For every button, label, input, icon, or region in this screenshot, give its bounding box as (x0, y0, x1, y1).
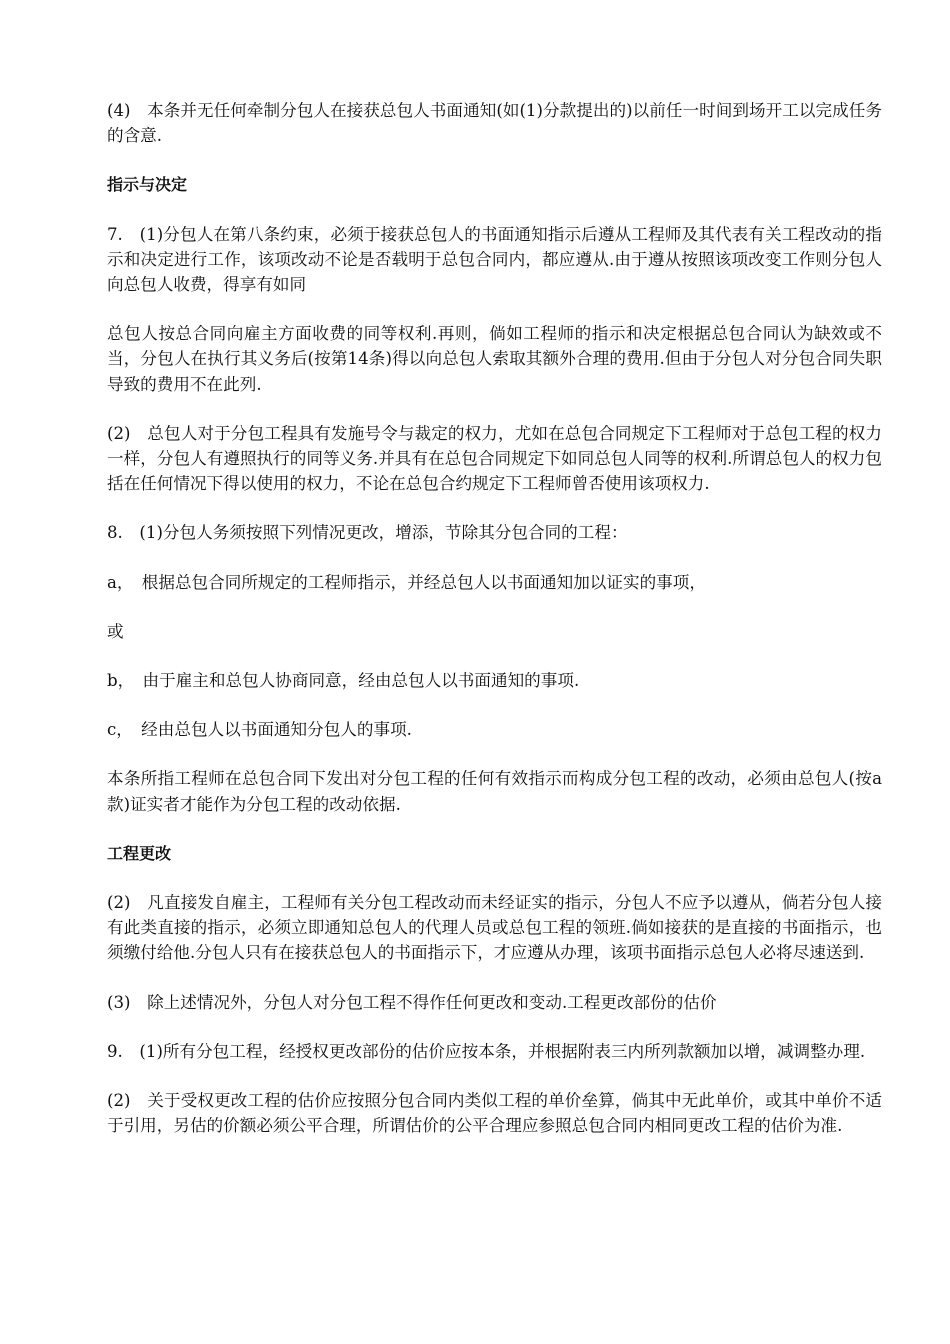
section-heading-changes: 工程更改 (107, 843, 172, 863)
list-item-c: c， 经由总包人以书面通知分包人的事项. (107, 720, 412, 740)
paragraph-clause-7-2: (2) 总包人对于分包工程具有发施号令与裁定的权力，尤如在总包合同规定下工程师对于总包工程的权力一样，分包人有遵照执行的同等义务.并具有在总包合同规定下如同总包人同等的权利.所谓总包人的权力包括在任何情况下得以使用的权力，不论在总包合约规定下工程师曾否使用该项权力. (107, 423, 882, 494)
list-item-b: b， 由于雇主和总包人协商同意，经由总包人以书面通知的事项. (107, 671, 580, 691)
paragraph-clause-8-1: 8. (1)分包人务须按照下列情况更改，增添，节除其分包合同的工程： (107, 523, 628, 543)
paragraph-clause-7-1-cont: 总包人按总合同向雇主方面收费的同等权利.再则，倘如工程师的指示和决定根据总包合同认为缺效或不当，分包人在执行其义务后(按第14条)得以向总包人索取其额外合理的费用.但由于分包人对分包合同失职导致的费用不在此列. (107, 324, 882, 394)
list-item-a: a， 根据总包合同所规定的工程师指示，并经总包人以书面通知加以证实的事项， (107, 572, 706, 592)
paragraph-clause-8-2: (2) 凡直接发自雇主，工程师有关分包工程改动而未经证实的指示，分包人不应予以遵从，倘若分包人接有此类直接的指示，必须立即通知总包人的代理人员或总包工程的领班.倘如接获的是直接的书面指示，也须缴付给他.分包人只有在接获总包人的书面指示下，才应遵从办理，该项书面指示总包人必将尽速送到. (107, 893, 882, 963)
paragraph-clause-6-4: (4) 本条并无任何牵制分包人在接获总包人书面通知(如(1)分款提出的)以前任一时间到场开工以完成任务的含意. (107, 101, 882, 146)
list-item-or: 或 (107, 621, 124, 641)
paragraph-clause-7-1: 7. (1)分包人在第八条约束，必须于接获总包人的书面通知指示后遵从工程师及其代表有关工程改动的指示和决定进行工作，该项改动不论是否载明于总包合同内，都应遵从.由于遵从按照该项改变工作则分包人向总包人收费，得享有如同 (107, 224, 882, 295)
paragraph-clause-9-1: 9. (1)所有分包工程，经授权更改部份的估价应按本条，并根据附表三内所列款额加以增，减调整办理. (107, 1041, 866, 1061)
paragraph-clause-8-3: (3) 除上述情况外，分包人对分包工程不得作任何更改和变动.工程更改部份的估价 (107, 992, 717, 1012)
paragraph-clause-9-2: (2) 关于受权更改工程的估价应按照分包合同内类似工程的单价垒算，倘其中无此单价，或其中单价不适于引用，另估的价额必须公平合理，所谓估价的公平合理应参照总包合同内相同更改工程的估价为准. (107, 1091, 882, 1136)
section-heading-instructions: 指示与决定 (107, 175, 188, 195)
document-body (107, 98, 882, 1162)
paragraph-clause-8-note: 本条所指工程师在总包合同下发出对分包工程的任何有效指示而构成分包工程的改动，必须由总包人(按a款)证实者才能作为分包工程的改动依据. (107, 769, 882, 814)
